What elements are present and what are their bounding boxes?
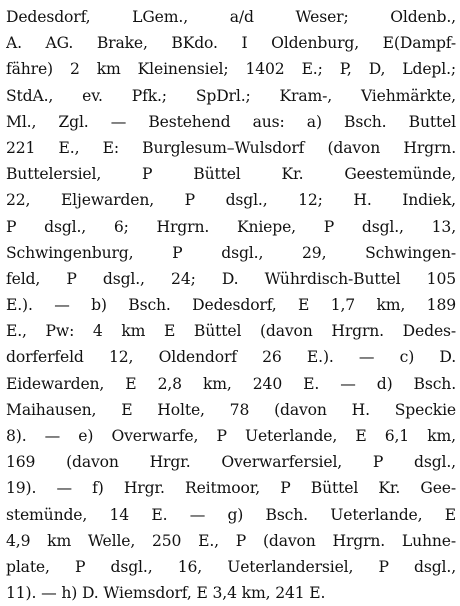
entry-line-11: feld, P dsgl., 24; D. Wührdisch-Buttel 105 (6, 269, 456, 288)
entry-line-15: Eidewarden, E 2,8 km, 240 E. — d) Bsch. (6, 374, 456, 393)
entry-line-23: 11). — h) D. Wiemsdorf, E 3,4 km, 241 E. (6, 584, 326, 603)
entry-line-17: 8). — e) Overwarfe, P Ueterlande, E 6,1 km, (6, 427, 456, 445)
entry-line-19: 19). — f) Hrgr. Reitmoor, P Büttel Kr. Gee- (6, 479, 456, 498)
gazetteer-entry (6, 4, 456, 603)
entry-line-10: Schwingenburg, P dsgl., 29, Schwingen- (6, 243, 456, 262)
entry-line-21: 4,9 km Welle, 250 E., P (davon Hrgrn. Luhne- (6, 531, 456, 550)
entry-line-6: 221 E., E: Burglesum–Wulsdorf (davon Hrgrn. (6, 138, 456, 157)
entry-line-14: dorferfeld 12, Oldendorf 26 E.). — c) D. (6, 348, 456, 367)
entry-line-7: Buttelersiel, P Büttel Kr. Geestemünde, (6, 165, 456, 184)
entry-line-2: A. AG. Brake, BKdo. I Oldenburg, E(Dampf- (6, 34, 456, 53)
entry-line-16: Maihausen, E Holte, 78 (davon H. Speckie (6, 400, 456, 419)
entry-line-20: stemünde, 14 E. — g) Bsch. Ueterlande, E (6, 505, 456, 524)
entry-line-3: fähre) 2 km Kleinensiel; 1402 E.; P, D, Ldepl.; (6, 60, 456, 79)
entry-line-1: Dedesdorf, LGem., a/d Weser; Oldenb., (6, 8, 456, 26)
entry-line-12: E.). — b) Bsch. Dedesdorf, E 1,7 km, 189 (6, 296, 456, 315)
entry-line-8: 22, Eljewarden, P dsgl., 12; H. Indiek, (6, 191, 456, 210)
entry-line-13: E., Pw: 4 km E Büttel (davon Hrgrn. Dedes- (6, 322, 456, 341)
entry-line-22: plate, P dsgl., 16, Ueterlandersiel, P dsgl., (6, 557, 456, 576)
entry-line-9: P dsgl., 6; Hrgrn. Kniepe, P dsgl., 13, (6, 217, 456, 236)
entry-line-4: StdA., ev. Pfk.; SpDrl.; Kram-, Viehmärkte, (6, 86, 456, 105)
entry-line-18: 169 (davon Hrgr. Overwarfersiel, P dsgl., (6, 453, 456, 472)
entry-line-5: Ml., Zgl. — Bestehend aus: a) Bsch. Buttel (6, 112, 456, 131)
